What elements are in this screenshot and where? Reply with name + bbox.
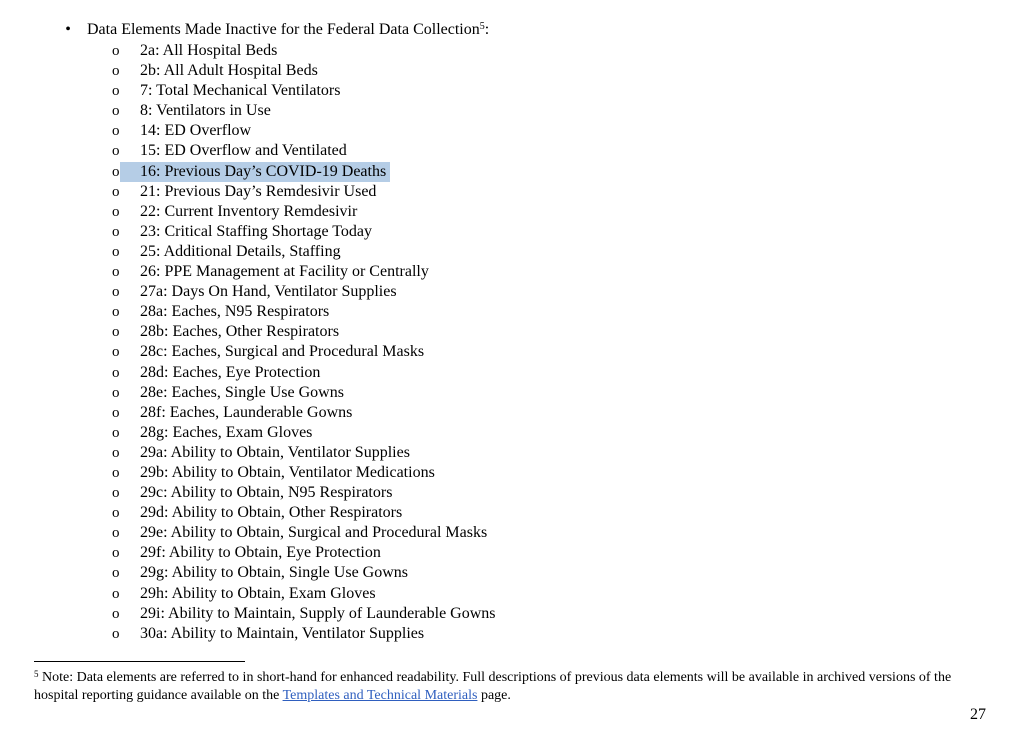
- footnote-reference[interactable]: 5: [479, 21, 485, 32]
- circle-bullet-icon: o: [112, 264, 120, 281]
- list-item-text: 29e: Ability to Obtain, Surgical and Procedural Masks: [140, 524, 488, 542]
- list-item-text: 28g: Eaches, Exam Gloves: [140, 423, 313, 441]
- list-item: [112, 403, 496, 423]
- list-item: [112, 322, 496, 342]
- list-item: [112, 483, 496, 503]
- circle-bullet-icon: o: [112, 324, 120, 341]
- list-item-text: 2a: All Hospital Beds: [140, 42, 278, 59]
- list-item-text: 28e: Eaches, Single Use Gowns: [140, 383, 344, 401]
- circle-bullet-icon: o: [112, 43, 120, 59]
- circle-bullet-icon: o: [112, 123, 120, 140]
- circle-bullet-icon: o: [112, 364, 120, 381]
- circle-bullet-icon: o: [112, 605, 120, 622]
- list-item-text: 28d: Eaches, Eye Protection: [140, 363, 321, 381]
- list-item: [112, 543, 496, 563]
- list-item-text: 29a: Ability to Obtain, Ventilator Supplies: [140, 443, 410, 461]
- templates-link[interactable]: Templates and Technical Materials: [282, 688, 478, 703]
- circle-bullet-icon: o: [112, 344, 120, 361]
- bullet-heading: [87, 20, 489, 40]
- circle-bullet-icon: o: [112, 223, 120, 240]
- list-item-text: 8: Ventilators in Use: [140, 102, 271, 120]
- list-item: [112, 282, 496, 302]
- list-item-text: 21: Previous Day’s Remdesivir Used: [140, 182, 377, 200]
- list-item: [112, 624, 496, 644]
- list-item: [112, 242, 496, 262]
- list-item-text: 23: Critical Staffing Shortage Today: [140, 222, 373, 240]
- list-item-text: 14: ED Overflow: [140, 122, 252, 140]
- circle-bullet-icon: o: [112, 444, 120, 461]
- circle-bullet-icon: o: [112, 83, 120, 100]
- list-item: [112, 604, 496, 624]
- list-item-text: 28c: Eaches, Surgical and Procedural Masks: [140, 343, 425, 361]
- circle-bullet-icon: o: [112, 625, 120, 642]
- list-item-text: 22: Current Inventory Remdesivir: [140, 202, 358, 220]
- list-item-text: 29d: Ability to Obtain, Other Respirators: [140, 504, 403, 522]
- heading-suffix: :: [484, 21, 490, 38]
- list-item-text: 29g: Ability to Obtain, Single Use Gowns: [140, 564, 408, 582]
- list-item: [112, 182, 496, 202]
- list-item-text: 28a: Eaches, N95 Respirators: [140, 303, 330, 321]
- circle-bullet-icon: o: [112, 464, 120, 481]
- list-item: [112, 41, 496, 61]
- list-item: [112, 463, 496, 483]
- circle-bullet-icon: o: [112, 304, 120, 321]
- inactive-data-elements-list: [112, 41, 496, 644]
- list-item: [112, 363, 496, 383]
- list-item-text: 7: Total Mechanical Ventilators: [140, 82, 341, 100]
- list-item: [112, 423, 496, 443]
- circle-bullet-icon: o: [112, 505, 120, 522]
- list-item-text: 29b: Ability to Obtain, Ventilator Medications: [140, 463, 435, 481]
- list-item-text: 29h: Ability to Obtain, Exam Gloves: [140, 584, 376, 602]
- list-item-text: 2b: All Adult Hospital Beds: [140, 62, 318, 80]
- list-item-text: 27a: Days On Hand, Ventilator Supplies: [140, 283, 397, 301]
- circle-bullet-icon: o: [112, 243, 120, 260]
- list-item-text: 15: ED Overflow and Ventilated: [140, 142, 347, 160]
- bullet-icon: •: [65, 21, 71, 38]
- circle-bullet-icon: o: [112, 203, 120, 220]
- circle-bullet-icon: o: [112, 525, 120, 542]
- footnote-separator: [34, 661, 245, 662]
- list-item: [112, 262, 496, 282]
- list-item-text: 28f: Eaches, Launderable Gowns: [140, 403, 353, 421]
- list-item: [112, 202, 496, 222]
- circle-bullet-icon: o: [112, 384, 120, 401]
- circle-bullet-icon: o: [112, 284, 120, 301]
- circle-bullet-icon: o: [112, 63, 120, 80]
- list-item: [112, 523, 496, 543]
- circle-bullet-icon: o: [112, 103, 120, 120]
- heading-text: Data Elements Made Inactive for the Federal Data Collection: [87, 21, 480, 38]
- list-item-text: 16: Previous Day’s COVID-19 Deaths: [140, 162, 390, 182]
- list-item: [112, 584, 496, 604]
- list-item: [112, 563, 496, 583]
- list-item-text: 30a: Ability to Maintain, Ventilator Supplies: [140, 624, 425, 642]
- circle-bullet-icon: o: [112, 565, 120, 582]
- list-item: [112, 222, 496, 242]
- circle-bullet-icon: o: [112, 183, 120, 200]
- page-number: 27: [970, 706, 986, 723]
- circle-bullet-icon: o: [112, 585, 120, 602]
- list-item: [112, 121, 496, 141]
- circle-bullet-icon: o: [112, 545, 120, 562]
- list-item: [112, 342, 496, 362]
- list-item-text: 29f: Ability to Obtain, Eye Protection: [140, 544, 381, 562]
- list-item-text: 29c: Ability to Obtain, N95 Respirators: [140, 484, 393, 502]
- footnote-text-end: page.: [477, 688, 511, 703]
- list-item: [112, 443, 496, 463]
- footnote-number: 5: [34, 669, 39, 679]
- list-item: [112, 503, 496, 523]
- circle-bullet-icon: o: [112, 404, 120, 421]
- list-item: [112, 61, 496, 81]
- circle-bullet-icon: o: [112, 143, 120, 160]
- footnote: [34, 669, 994, 705]
- list-item: [112, 162, 496, 182]
- list-item: [112, 101, 496, 121]
- list-item-text: 26: PPE Management at Facility or Centrally: [140, 263, 429, 281]
- circle-bullet-icon: o: [112, 485, 120, 502]
- circle-bullet-icon: o: [112, 162, 140, 182]
- list-item-text: 25: Additional Details, Staffing: [140, 242, 341, 260]
- list-item-text: 29i: Ability to Maintain, Supply of Launderable Gowns: [140, 604, 496, 622]
- list-item-text: 28b: Eaches, Other Respirators: [140, 323, 340, 341]
- list-item: [112, 141, 496, 161]
- circle-bullet-icon: o: [112, 424, 120, 441]
- list-item: [112, 383, 496, 403]
- footnote-text: Note: Data elements are referred to in short-hand for enhanced readability. Full descriptions of previous data elements will be available in archived versions of the hospital reporting guidance available on the: [34, 670, 952, 703]
- list-item: [112, 302, 496, 322]
- list-item: [112, 81, 496, 101]
